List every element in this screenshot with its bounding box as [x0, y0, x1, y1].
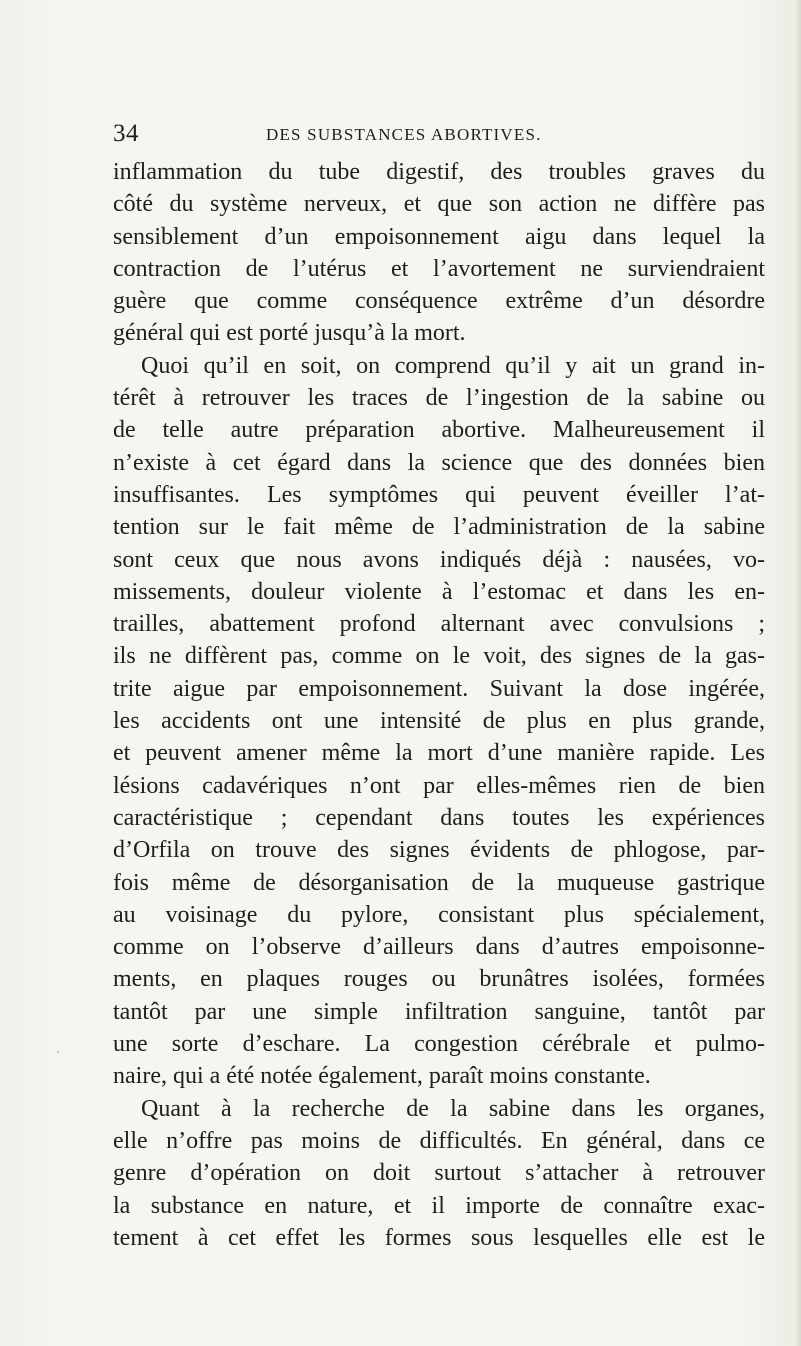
text-line: comme on l’observe d’ailleurs dans d’autres empoisonne- — [113, 934, 765, 961]
text-line: trailles, abattement profond alternant avec convulsions ; — [113, 611, 765, 638]
text-line: n’existe à cet égard dans la science que des données bien — [113, 449, 765, 476]
text-line: lésions cadavériques n’ont par elles-mêmes rien de bien — [113, 772, 765, 799]
text-line: caractéristique ; cependant dans toutes les expériences — [113, 804, 765, 831]
text-line: inflammation du tube digestif, des troubles graves du — [113, 159, 765, 185]
text-line: guère que comme conséquence extrême d’un désordre — [113, 288, 765, 315]
running-header — [113, 119, 765, 149]
text-line: térêt à retrouver les traces de l’ingestion de la sabine ou — [113, 385, 765, 412]
text-line: tement à cet effet les formes sous lesquelles elle est le — [113, 1224, 765, 1251]
body-text — [113, 156, 765, 1254]
text-line: au voisinage du pylore, consistant plus spécialement, — [113, 901, 765, 928]
text-line: et peuvent amener même la mort d’une manière rapide. Les — [113, 740, 765, 767]
text-line: ils ne diffèrent pas, comme on le voit, des signes de la gas- — [113, 643, 765, 670]
paragraph-start-line: Quoi qu’il en soit, on comprend qu’il y ait un grand in- — [141, 352, 765, 379]
text-line: sensiblement d’un empoisonnement aigu dans lequel la — [113, 223, 765, 250]
text-line: les accidents ont une intensité de plus en plus grande, — [113, 708, 765, 735]
text-line: insuffisantes. Les symptômes qui peuvent éveiller l’at- — [113, 481, 765, 508]
text-line: elle n’offre pas moins de difficultés. En général, dans ce — [113, 1127, 765, 1154]
text-line: de telle autre préparation abortive. Malheureusement il — [113, 417, 765, 444]
text-line: sont ceux que nous avons indiqués déjà : nausées, vo- — [113, 546, 765, 573]
text-line: trite aigue par empoisonnement. Suivant la dose ingérée, — [113, 675, 765, 702]
text-line: genre d’opération on doit surtout s’attacher à retrouver — [113, 1160, 765, 1187]
text-line: tention sur le fait même de l’administration de la sabine — [113, 514, 765, 541]
text-line: général qui est porté jusqu’à la mort. — [113, 320, 466, 347]
page-number: 34 — [113, 120, 139, 147]
text-line: fois même de désorganisation de la muqueuse gastrique — [113, 869, 765, 896]
text-line: contraction de l’utérus et l’avortement ne surviendraient — [113, 255, 765, 282]
text-line: naire, qui a été notée également, paraît moins constante. — [113, 1063, 651, 1090]
text-line: tantôt par une simple infiltration sanguine, tantôt par — [113, 998, 765, 1025]
text-line: côté du système nerveux, et que son action ne diffère pas — [113, 191, 765, 218]
paragraph-start-line: Quant à la recherche de la sabine dans les organes, — [141, 1095, 765, 1122]
text-line: d’Orfila on trouve des signes évidents de phlogose, par- — [113, 837, 765, 864]
text-line: ments, en plaques rouges ou brunâtres isolées, formées — [113, 966, 765, 993]
paper-speck — [57, 1051, 59, 1053]
text-line: missements, douleur violente à l’estomac et dans les en- — [113, 578, 765, 605]
text-line: la substance en nature, et il importe de connaître exac- — [113, 1192, 765, 1219]
running-title: DES SUBSTANCES ABORTIVES. — [266, 125, 542, 144]
text-line: une sorte d’eschare. La congestion cérébrale et pulmo- — [113, 1031, 765, 1058]
